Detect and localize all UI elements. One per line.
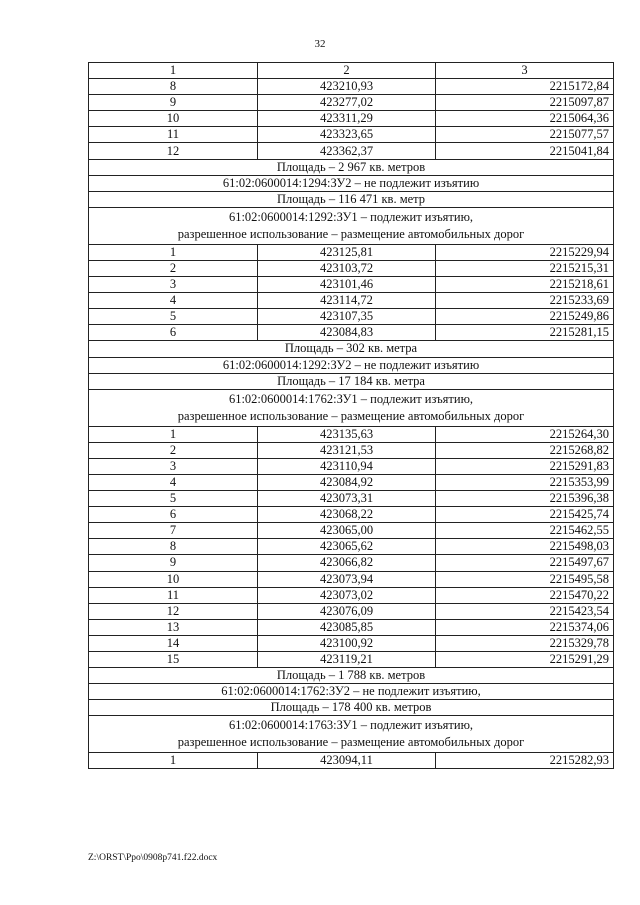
point-number-cell: 3 xyxy=(89,458,258,474)
coordinates-table xyxy=(88,62,614,769)
section-row xyxy=(89,191,614,207)
x-coordinate-cell: 423135,63 xyxy=(258,426,436,442)
y-coordinate-cell: 2215064,36 xyxy=(436,111,614,127)
table-row xyxy=(89,95,614,111)
section-cell xyxy=(89,716,614,753)
table-row xyxy=(89,753,614,769)
x-coordinate-cell: 423066,82 xyxy=(258,555,436,571)
section-row xyxy=(89,207,614,244)
x-coordinate-cell: 423277,02 xyxy=(258,95,436,111)
y-coordinate-cell: 2215041,84 xyxy=(436,143,614,159)
y-coordinate-cell: 2215329,78 xyxy=(436,635,614,651)
point-number-cell: 2 xyxy=(89,442,258,458)
x-coordinate-cell: 423084,83 xyxy=(258,325,436,341)
table-row xyxy=(89,127,614,143)
point-number-cell: 10 xyxy=(89,571,258,587)
point-number-cell: 3 xyxy=(89,277,258,293)
y-coordinate-cell: 2215291,83 xyxy=(436,458,614,474)
x-coordinate-cell: 423085,85 xyxy=(258,619,436,635)
y-coordinate-cell: 2215423,54 xyxy=(436,603,614,619)
section-row xyxy=(89,668,614,684)
table-row xyxy=(89,442,614,458)
section-text-line: 61:02:0600014:1294:ЗУ2 – не подлежит изъятию xyxy=(222,175,480,190)
point-number-cell: 14 xyxy=(89,635,258,651)
y-coordinate-cell: 2215233,69 xyxy=(436,293,614,309)
x-coordinate-cell: 423073,94 xyxy=(258,571,436,587)
file-path-footer: Z:\ORST\Ppo\0908p741.f22.docx xyxy=(88,853,218,863)
section-text-line: Площадь – 2 967 кв. метров xyxy=(276,159,426,174)
point-number-cell: 6 xyxy=(89,507,258,523)
y-coordinate-cell: 2215264,30 xyxy=(436,426,614,442)
x-coordinate-cell: 423100,92 xyxy=(258,635,436,651)
table-row xyxy=(89,309,614,325)
section-text-line: 61:02:0600014:1292:ЗУ2 – не подлежит изъятию xyxy=(222,357,480,372)
section-text-line: Площадь – 302 кв. метра xyxy=(284,341,418,356)
x-coordinate-cell: 423311,29 xyxy=(258,111,436,127)
section-cell xyxy=(89,668,614,684)
section-text-line: разрешенное использование – размещение автомобильных дорог xyxy=(177,735,525,750)
table-row xyxy=(89,523,614,539)
y-coordinate-cell: 2215218,61 xyxy=(436,277,614,293)
point-number-cell: 1 xyxy=(89,426,258,442)
header-cell-y: 3 xyxy=(436,63,614,79)
x-coordinate-cell: 423073,31 xyxy=(258,491,436,507)
x-coordinate-cell: 423107,35 xyxy=(258,309,436,325)
x-coordinate-cell: 423065,62 xyxy=(258,539,436,555)
point-number-cell: 1 xyxy=(89,244,258,260)
y-coordinate-cell: 2215470,22 xyxy=(436,587,614,603)
section-text-line: 61:02:0600014:1762:ЗУ1 – подлежит изъятию, xyxy=(228,391,474,406)
point-number-cell: 7 xyxy=(89,523,258,539)
table-row xyxy=(89,277,614,293)
section-cell xyxy=(89,191,614,207)
y-coordinate-cell: 2215172,84 xyxy=(436,79,614,95)
y-coordinate-cell: 2215396,38 xyxy=(436,491,614,507)
section-cell xyxy=(89,175,614,191)
x-coordinate-cell: 423094,11 xyxy=(258,753,436,769)
y-coordinate-cell: 2215462,55 xyxy=(436,523,614,539)
section-text-line: Площадь – 178 400 кв. метров xyxy=(270,700,432,715)
table-row xyxy=(89,244,614,260)
point-number-cell: 9 xyxy=(89,95,258,111)
section-cell xyxy=(89,159,614,175)
table-row xyxy=(89,603,614,619)
x-coordinate-cell: 423125,81 xyxy=(258,244,436,260)
table-row xyxy=(89,571,614,587)
section-row xyxy=(89,357,614,373)
table-row xyxy=(89,260,614,276)
table-row xyxy=(89,79,614,95)
y-coordinate-cell: 2215495,58 xyxy=(436,571,614,587)
point-number-cell: 12 xyxy=(89,603,258,619)
header-cell-point: 1 xyxy=(89,63,258,79)
section-text-line: разрешенное использование – размещение автомобильных дорог xyxy=(177,226,525,241)
x-coordinate-cell: 423076,09 xyxy=(258,603,436,619)
point-number-cell: 11 xyxy=(89,127,258,143)
section-text-line: разрешенное использование – размещение автомобильных дорог xyxy=(177,408,525,423)
y-coordinate-cell: 2215374,06 xyxy=(436,619,614,635)
y-coordinate-cell: 2215268,82 xyxy=(436,442,614,458)
section-row xyxy=(89,684,614,700)
table-row xyxy=(89,652,614,668)
x-coordinate-cell: 423103,72 xyxy=(258,260,436,276)
point-number-cell: 9 xyxy=(89,555,258,571)
table-header-row xyxy=(89,63,614,79)
section-row xyxy=(89,373,614,389)
section-row xyxy=(89,175,614,191)
point-number-cell: 5 xyxy=(89,309,258,325)
x-coordinate-cell: 423110,94 xyxy=(258,458,436,474)
section-cell xyxy=(89,373,614,389)
point-number-cell: 15 xyxy=(89,652,258,668)
y-coordinate-cell: 2215291,29 xyxy=(436,652,614,668)
point-number-cell: 12 xyxy=(89,143,258,159)
table-row xyxy=(89,293,614,309)
section-cell xyxy=(89,341,614,357)
section-cell xyxy=(89,357,614,373)
y-coordinate-cell: 2215497,67 xyxy=(436,555,614,571)
point-number-cell: 10 xyxy=(89,111,258,127)
point-number-cell: 4 xyxy=(89,293,258,309)
x-coordinate-cell: 423073,02 xyxy=(258,587,436,603)
x-coordinate-cell: 423210,93 xyxy=(258,79,436,95)
table-row xyxy=(89,507,614,523)
x-coordinate-cell: 423119,21 xyxy=(258,652,436,668)
point-number-cell: 8 xyxy=(89,539,258,555)
section-row xyxy=(89,700,614,716)
section-text-line: 61:02:0600014:1763:ЗУ1 – подлежит изъятию, xyxy=(228,718,474,733)
y-coordinate-cell: 2215077,57 xyxy=(436,127,614,143)
x-coordinate-cell: 423068,22 xyxy=(258,507,436,523)
section-row xyxy=(89,159,614,175)
section-cell xyxy=(89,700,614,716)
table-row xyxy=(89,555,614,571)
x-coordinate-cell: 423362,37 xyxy=(258,143,436,159)
point-number-cell: 6 xyxy=(89,325,258,341)
point-number-cell: 13 xyxy=(89,619,258,635)
y-coordinate-cell: 2215249,86 xyxy=(436,309,614,325)
y-coordinate-cell: 2215215,31 xyxy=(436,260,614,276)
table-row xyxy=(89,111,614,127)
section-text-line: 61:02:0600014:1762:ЗУ2 – не подлежит изъятию, xyxy=(221,684,481,699)
point-number-cell: 2 xyxy=(89,260,258,276)
table-row xyxy=(89,587,614,603)
section-row xyxy=(89,389,614,426)
x-coordinate-cell: 423114,72 xyxy=(258,293,436,309)
section-text-line: Площадь – 1 788 кв. метров xyxy=(276,668,426,683)
section-row xyxy=(89,341,614,357)
header-cell-x: 2 xyxy=(258,63,436,79)
table-row xyxy=(89,491,614,507)
y-coordinate-cell: 2215281,15 xyxy=(436,325,614,341)
section-text-line: 61:02:0600014:1292:ЗУ1 – подлежит изъятию, xyxy=(228,209,474,224)
point-number-cell: 4 xyxy=(89,474,258,490)
table-row xyxy=(89,325,614,341)
point-number-cell: 11 xyxy=(89,587,258,603)
table-row xyxy=(89,143,614,159)
x-coordinate-cell: 423121,53 xyxy=(258,442,436,458)
x-coordinate-cell: 423323,65 xyxy=(258,127,436,143)
table-row xyxy=(89,474,614,490)
section-row xyxy=(89,716,614,753)
point-number-cell: 1 xyxy=(89,753,258,769)
y-coordinate-cell: 2215498,03 xyxy=(436,539,614,555)
section-cell xyxy=(89,684,614,700)
table-row xyxy=(89,619,614,635)
y-coordinate-cell: 2215229,94 xyxy=(436,244,614,260)
table-row xyxy=(89,539,614,555)
y-coordinate-cell: 2215282,93 xyxy=(436,753,614,769)
page-number: 32 xyxy=(314,38,326,50)
section-cell xyxy=(89,389,614,426)
x-coordinate-cell: 423084,92 xyxy=(258,474,436,490)
table-row xyxy=(89,426,614,442)
y-coordinate-cell: 2215425,74 xyxy=(436,507,614,523)
table-row xyxy=(89,458,614,474)
y-coordinate-cell: 2215353,99 xyxy=(436,474,614,490)
section-text-line: Площадь – 116 471 кв. метр xyxy=(276,191,426,206)
section-cell xyxy=(89,207,614,244)
point-number-cell: 8 xyxy=(89,79,258,95)
point-number-cell: 5 xyxy=(89,491,258,507)
section-text-line: Площадь – 17 184 кв. метра xyxy=(277,373,425,388)
table-row xyxy=(89,635,614,651)
x-coordinate-cell: 423101,46 xyxy=(258,277,436,293)
y-coordinate-cell: 2215097,87 xyxy=(436,95,614,111)
x-coordinate-cell: 423065,00 xyxy=(258,523,436,539)
